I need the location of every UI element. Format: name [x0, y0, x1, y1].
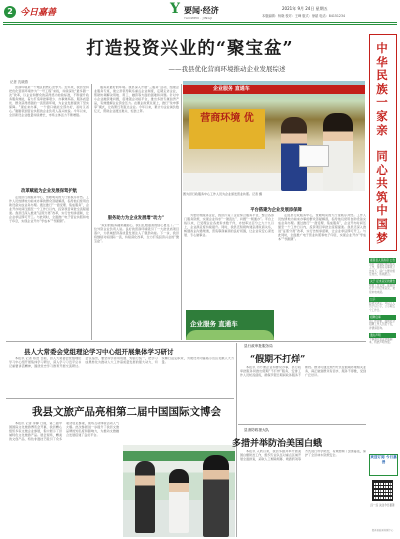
qr-caption: 扫一扫 关注今日嘉善 [370, 504, 395, 507]
notice-body: 经研究决定，对以下人员予以公示，公示期五个工作日。 [369, 302, 395, 312]
fire-paragraph: 本报讯 入秋以来，我县多措并举开展美国白蛾防治工作，组织专业队伍对重点区域开展全面排查，采取人工剪除网幕、喷洒药剂等方式进行科学防治，有效控制了虫害蔓延，保护了全县林木资源安全。 [240, 450, 366, 461]
notice-body: 不慎遗失营业执照副本，特此声明作废。 [369, 337, 393, 345]
party-study-headline[interactable]: 县人大常委会党组理论学习中心组开展集体学习研讨 [24, 348, 174, 356]
notice-block [369, 258, 396, 276]
lead-paragraph: 走进县行政服务中心，宽敞明亮的大厅里秩序井然。工作人员热情地为前来办事的群众答疑解惑，指导他们使用自助设备完成业务办理。通过推行“一窗受理、集成服务”，企业开办时间压缩至一个工作日以内，投资项目审批全流程提速。我县还深入推进“证照分离”改革，实行告知承诺制，让企业拿证即可开工。与此同时，全面推广电子营业执照和电子印章，实现企业开办“零成本”“零跑腿”。 [278, 214, 366, 241]
lead-byline: 记者 沈晓燕 [10, 80, 29, 84]
lead-paragraph: 营商环境是一个地区的核心竞争力。近年来，我县坚持把优化营商环境作为“一号工程”来抓，持续深化“最多跑一次”改革，以企业和群众的获得感为检验标准，不断提升政务服务效能，着力打造审批事项少、办事效率高、服务质量优、群众获得感强的一流营商环境，为企业发展提供了坚实保障。“现在来办事，一个窗口就能全部办好，省时又省心。”刚刚领到营业执照的企业负责人高兴地说。今年以来，全县新设企业数量持续增长，市场主体活力不断增强。 [9, 86, 89, 117]
lead-paragraph: 为更好地服务企业，我县打造了企业综合服务平台，整合各部门服务资源，实现企业诉求“一键直达”、问题“一网通办”。平台上线以来，已受理企业各类诉求数千件，办结率达百分之九十九以上，企业满意度持续提升。同时，我县还积极构建亲清政商关系，畅通政企沟通渠道，营造尊商重商的良好氛围，让企业家安心谋发展、专心做事业。 [184, 214, 274, 237]
slogan-dream: 同心共筑中国梦 [376, 149, 388, 245]
qr-code-icon[interactable] [372, 480, 393, 501]
notice-title: 关于 征求意见的通告 [370, 279, 396, 284]
lead-headline[interactable]: 打造投资兴业的“聚宝盆” [86, 39, 294, 59]
column-divider [91, 84, 92, 340]
fire-headline[interactable]: 多措并举防治美国白蛾 [232, 439, 323, 449]
lead-column-3 [94, 86, 179, 212]
nolong-kicker: 县行政审批服务局 [244, 344, 273, 348]
lead-column-5 [184, 214, 274, 306]
expo-photo-person [169, 469, 189, 533]
expo-headline[interactable]: 我县文旅产品亮相第二届中国国际文博会 [32, 406, 221, 418]
section-divider [6, 341, 366, 342]
issue-date: 2021年 9月 24日 星期五 [282, 6, 328, 11]
lead-photo [183, 81, 365, 191]
expo-photo [123, 445, 235, 537]
nolong-headline[interactable]: “假期不打烊” [250, 355, 306, 365]
lead-subtitle-3: 平台搭建为企业发展添保障 [250, 208, 302, 213]
slogan-unity: 中华民族一家亲 [376, 41, 388, 137]
expo-body [9, 422, 119, 537]
lead-subhead: ——我县优化营商环境推动企业发展综述 [168, 65, 286, 73]
party-study-body [9, 357, 234, 395]
party-study-paragraph: 本报讯 记者 陈浩 日前，县人大常委会党组理论学习中心组开展集体学习研讨，深入学习习近平总书记重要讲话精神，围绕党史学习教育开展交流研讨。会议指出，要坚持学思用贯通、知信行统一，把学习成果转化为推动人大工作高质量发展的强大动力，切实履行法定职责，为建设共同富裕示范区贡献人大力量。 [9, 357, 234, 368]
lead-column-4 [94, 224, 179, 338]
ad-banner [186, 310, 274, 340]
ad-banner-hill [186, 330, 274, 340]
lead-column-1 [9, 86, 89, 184]
expo-photo-person [135, 461, 155, 533]
notice-body: 为进一步做好我县相关工作，现将有关事项公告如下，请广大群众相互转告，积极配合。 [369, 263, 395, 276]
expo-photo-person [203, 455, 229, 537]
fire-body [240, 450, 366, 536]
notice-body: 因工作需要，面向社会招聘工作人员若干名，详情请咨询。 [369, 319, 395, 330]
section-initial: Y [170, 1, 180, 17]
notice-block [369, 333, 396, 345]
notices-column [369, 258, 396, 347]
photo-certificate [299, 145, 329, 167]
notice-title: 公示 [369, 297, 396, 302]
lead-photo-caption: 图为县行政服务中心工作人员为企业颁发营业执照。记者 摄 [183, 192, 262, 196]
lead-column-2 [9, 196, 89, 338]
subscribe-notice: 欢迎订阅 今日嘉善 [369, 454, 398, 476]
editor-credits: 本版编辑：杨晓 校对：王峰 版式：徐斌 电话：84151234 [262, 14, 346, 18]
page-number: 2 [4, 6, 16, 18]
notice-title: 遗失声明 [369, 333, 396, 338]
lead-paragraph: 服务是最好的环境。我县深入开展“三服务”活动，组建企业服务专班，建立县领导联系重点企业制度，定期走访企业，帮助协调解决用地、用工、融资等方面的困难和问题。针对中小企业融资难问题，搭建银企对接平台，推出多款专属信贷产品，有效缓解企业资金压力。在惠企政策兑现上，推行“免申即享”模式，让政策红利直达企业。今年以来，累计为企业减负数亿元，帮助企业渡过难关、轻装上阵。 [94, 86, 179, 113]
photo-banner-text: 企业服务 直通车 [183, 85, 365, 94]
lead-subtitle-2: 服务助力为企业发展增“动力” [107, 216, 165, 221]
nolong-body [240, 366, 366, 422]
notice-block [369, 297, 396, 312]
notice-block [369, 315, 396, 330]
lead-paragraph: 走进县行政服务中心，宽敞明亮的大厅里秩序井然。工作人员热情地为前来办事的群众答疑解惑，指导他们使用自助设备完成业务办理。通过推行“一窗受理、集成服务”，企业开办时间压缩至一个工作日以内，投资项目审批全流程提速。我县还深入推进“证照分离”改革，实行告知承诺制，让企业拿证即可开工。与此同时，全面推广电子营业执照和电子印章，实现企业开办“零成本”“零跑腿”。 [9, 196, 89, 223]
ad-banner-text: 企业服务 直通车 [190, 320, 238, 328]
notice-body: 根据工作安排，现面向社会公开征求意见，欢迎来电来函。 [369, 284, 395, 294]
notice-title: 嘉善县人民政府 公告 [370, 258, 396, 262]
header-rule-thin [3, 24, 397, 25]
lead-subtitle-1: 改革赋能为企业发展保驾护航 [21, 189, 77, 194]
publisher-footer: 嘉善县新闻传媒中心 [371, 529, 394, 532]
section-subtitle: YAOWEN · JINGJI [184, 16, 213, 20]
nolong-paragraph: 本报讯 为方便企业和群众办事，县行政审批服务局推出假期“不打烊”服务，安排工作人员轮流值班，确保节假日期间政务服务不断档。群众可通过预约方式在假期办理相关业务，真正做到群众有需求、服务不停歇，受到广泛好评。 [240, 366, 366, 377]
header-rule [3, 22, 397, 23]
photo-sign-text: 营商环境 优 [189, 109, 265, 149]
fire-kicker: 县消防救援大队 [244, 428, 270, 432]
column-divider [181, 84, 182, 340]
notice-block [369, 279, 396, 294]
section-name: 要闻·经济 [184, 5, 219, 15]
newspaper-logo: 今日嘉善 [20, 8, 57, 18]
lead-column-6 [278, 214, 366, 338]
lead-paragraph: “政府的服务越来越贴心，我们扎根嘉善的信心更足了。”一位外资企业负责人说。良好的营商环境吸引了一大批优质项目落户，为县域经济高质量发展注入了强劲动能。下一步，我县将继续对标国际一流，持续深化改革，全力打造投资兴业的“聚宝盆”。 [94, 224, 179, 243]
notice-title: 招聘启事 [369, 315, 396, 320]
expo-paragraph: 本报讯 记者 李静 日前，第二届中国国际文化旅游博览会开幕，我县精心组织多家文旅企业参展，集中展示了县域特色文化旅游产品。展会现场，精美的文创产品、特色非遗技艺吸引了众多观众驻足参观，现场互动体验活动人气火爆。此次参展进一步提升了我县文旅品牌的知名度和影响力，为推动文旅融合发展搭建了良好平台。 [9, 422, 119, 441]
section-divider [6, 398, 234, 399]
section-divider [238, 424, 366, 425]
